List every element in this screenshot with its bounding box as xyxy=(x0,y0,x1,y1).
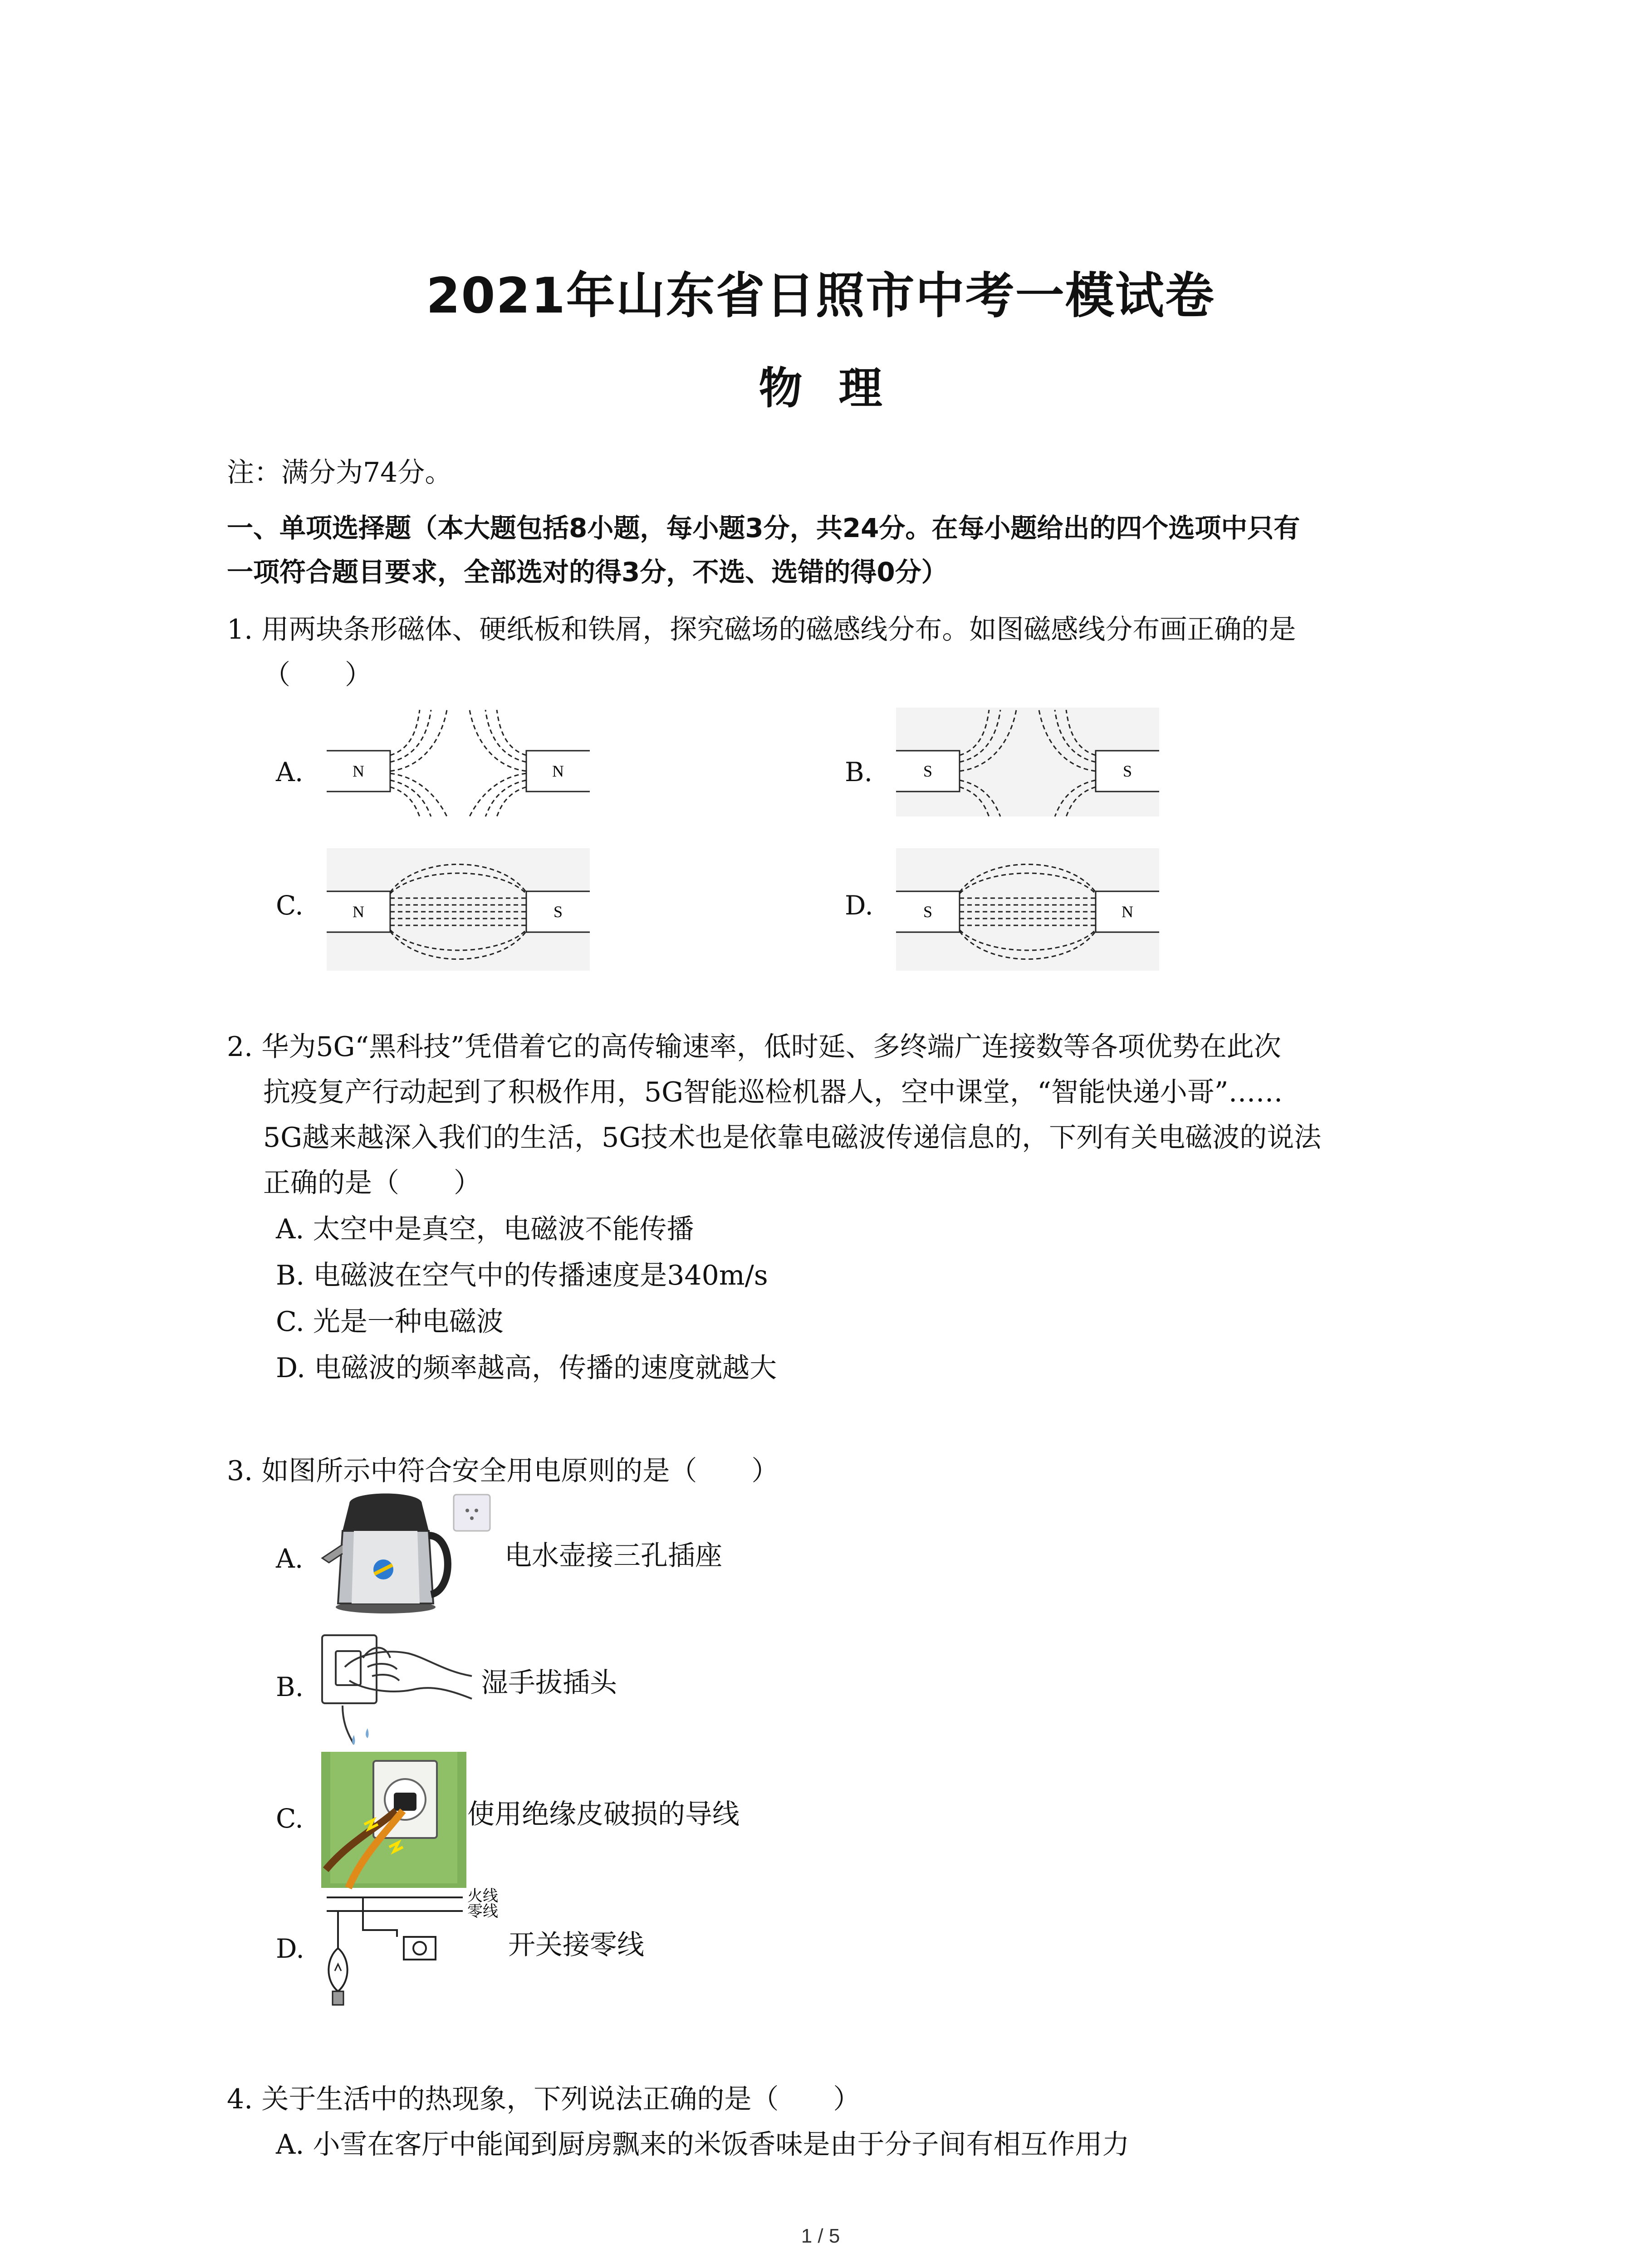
q3-kettle-image xyxy=(318,1490,495,1617)
q3-damaged-wire-image xyxy=(321,1752,466,1888)
q1-b-right-pole: S xyxy=(1122,762,1132,780)
neutral-wire-label: 零线 xyxy=(467,1902,498,1921)
q1-d-right-pole: N xyxy=(1122,903,1133,921)
q1-diagram-a xyxy=(327,708,590,816)
q3-wet-hand-image xyxy=(318,1626,476,1749)
q3-option-c-text: 使用绝缘皮破损的导线 xyxy=(467,1799,740,1830)
q1-option-c-label: C. xyxy=(276,890,304,921)
q3-option-b-text: 湿手拔插头 xyxy=(481,1667,617,1699)
q1-a-left-pole: N xyxy=(353,762,364,780)
q3-stem: 3. 如图所示中符合安全用电原则的是（ ） xyxy=(227,1455,779,1487)
q1-b-left-pole: S xyxy=(923,762,933,780)
q1-a-right-pole: N xyxy=(552,762,564,780)
live-wire-label: 火线 xyxy=(467,1887,498,1905)
q3-option-a-text: 电水壶接三孔插座 xyxy=(505,1540,722,1572)
q4-option-a: A. 小雪在客厅中能闻到厨房飘来的米饭香味是由于分子间有相互作用力 xyxy=(276,2129,1130,2160)
q1-d-left-pole: S xyxy=(923,903,933,921)
subject-title: 物理 xyxy=(759,363,919,414)
score-note: 注：满分为74分。 xyxy=(227,457,452,489)
q1-stem-line2: （ ） xyxy=(263,659,372,691)
q2-stem-line4: 正确的是（ ） xyxy=(263,1167,481,1199)
q1-diagram-d xyxy=(896,848,1159,971)
q1-option-a-label: A. xyxy=(276,757,304,787)
q3-option-d-text: 开关接零线 xyxy=(508,1929,644,1961)
q2-stem-line1: 2. 华为5G“黑科技”凭借着它的高传输速率，低时延、多终端广连接数等各项优势在此次 xyxy=(227,1031,1281,1063)
q3-neutral-switch-circuit xyxy=(318,1889,508,2016)
q1-c-right-pole: S xyxy=(553,903,563,921)
q1-option-b-label: B. xyxy=(845,757,873,787)
q3-option-d-label: D. xyxy=(276,1933,304,1964)
section-heading-line1: 一、单项选择题（本大题包括8小题，每小题3分，共24分。在每小题给出的四个选项中只有 xyxy=(227,513,1300,543)
q1-c-left-pole: N xyxy=(353,903,364,921)
q2-option-b: B. 电磁波在空气中的传播速度是340m/s xyxy=(276,1260,768,1291)
q1-diagram-c xyxy=(327,848,590,971)
q1-stem-line1: 1. 用两块条形磁体、硬纸板和铁屑，探究磁场的磁感线分布。如图磁感线分布画正确的是 xyxy=(227,614,1296,645)
q1-option-d-label: D. xyxy=(845,890,873,921)
q2-option-c: C. 光是一种电磁波 xyxy=(276,1306,504,1338)
q2-option-d: D. 电磁波的频率越高，传播的速度就越大 xyxy=(276,1352,777,1384)
q3-option-c-label: C. xyxy=(276,1803,304,1834)
q2-stem-line3: 5G越来越深入我们的生活，5G技术也是依靠电磁波传递信息的，下列有关电磁波的说法 xyxy=(263,1122,1322,1154)
page-number: 1 / 5 xyxy=(801,2225,840,2247)
q3-option-b-label: B. xyxy=(276,1672,304,1702)
q3-option-a-label: A. xyxy=(276,1543,304,1574)
exam-title: 2021年山东省日照市中考一模试卷 xyxy=(426,268,1215,324)
q2-option-a: A. 太空中是真空，电磁波不能传播 xyxy=(276,1213,694,1245)
q1-diagram-b xyxy=(896,708,1159,816)
q4-stem: 4. 关于生活中的热现象，下列说法正确的是（ ） xyxy=(227,2083,861,2115)
section-heading-line2: 一项符合题目要求，全部选对的得3分，不选、选错的得0分） xyxy=(227,557,948,587)
q2-stem-line2: 抗疫复产行动起到了积极作用，5G智能巡检机器人，空中课堂，“智能快递小哥”…… xyxy=(263,1076,1283,1108)
